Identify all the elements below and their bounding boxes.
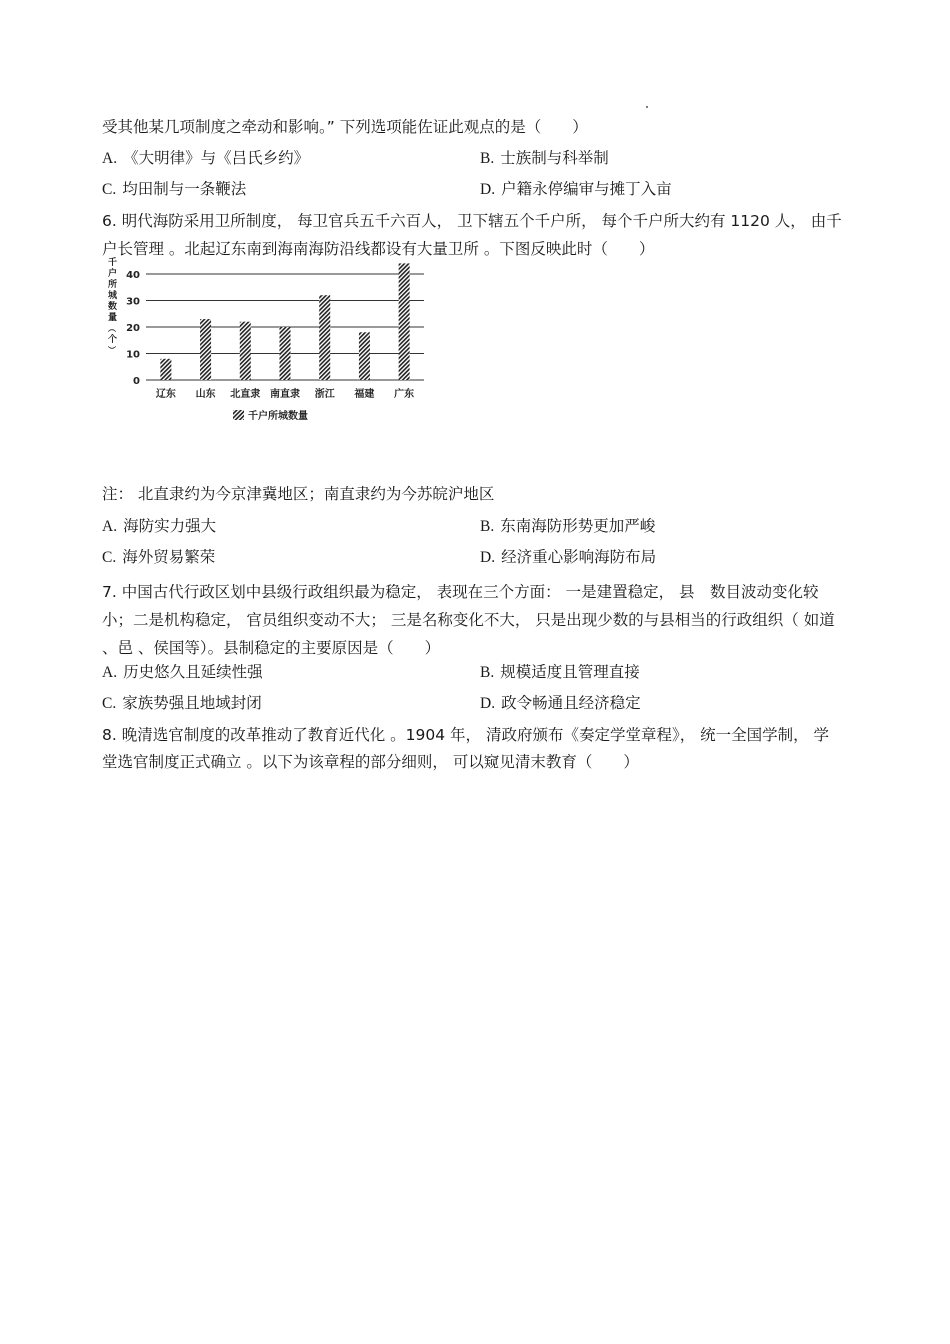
option-label: D. <box>480 181 496 198</box>
option-label: C. <box>102 181 117 198</box>
x-tick-label: 辽东 <box>155 389 176 400</box>
q6-option-d[interactable] <box>480 547 656 568</box>
option-label: D. <box>480 695 496 712</box>
y-tick-label: 20 <box>126 323 140 334</box>
x-tick-label: 南直隶 <box>270 389 300 400</box>
x-tick-label: 浙江 <box>314 389 335 400</box>
option-text: 家族势强且地域封闭 <box>122 694 262 712</box>
chart-legend: 千户所城数量 <box>248 411 308 422</box>
x-tick-label: 北直隶 <box>230 389 261 400</box>
option-text: 政令畅通且经济稳定 <box>501 694 641 712</box>
y-tick-label: 40 <box>126 270 140 281</box>
bar <box>399 263 410 380</box>
option-label: B. <box>480 518 495 535</box>
q5-text: 受其他某几项制度之牵动和影响。” 下列选项能佐证此观点的是（ ） <box>102 118 588 136</box>
option-text: 士族制与科举制 <box>500 149 609 167</box>
q8-text-line1: 8. 晚清选官制度的改革推动了教育近代化 。1904 年， 清政府颁布《奏定学堂章程》， 统一全国学制， 学 <box>102 726 830 744</box>
option-label: B. <box>480 664 495 681</box>
option-label: C. <box>102 695 117 712</box>
q5-option-c[interactable] <box>102 179 246 200</box>
option-text: 规模适度且管理直接 <box>500 663 640 681</box>
stray-dot <box>646 106 648 108</box>
q6-option-b[interactable] <box>480 516 655 537</box>
q7-text-line3: 、邑 、侯国等）。县制稳定的主要原因是（ ） <box>102 639 441 657</box>
x-tick-label: 广东 <box>394 389 415 400</box>
q7-option-b[interactable] <box>480 662 640 683</box>
q6-note: 注： 北直隶约为今京津冀地区；南直隶约为今苏皖沪地区 <box>102 485 495 503</box>
option-label: A. <box>102 664 118 681</box>
chart-y-label: 千户所城数量︵个︶ <box>108 258 118 355</box>
bar <box>359 332 370 380</box>
q7-text-line2: 小；二是机构稳定， 官员组织变动不大； 三是名称变化不大， 只是出现少数的与县相当的行政组织（ 如道 <box>102 611 835 629</box>
option-label: B. <box>480 150 495 167</box>
y-tick-label: 30 <box>126 296 140 308</box>
q7-option-c[interactable] <box>102 693 262 714</box>
q6-option-a[interactable] <box>102 516 216 537</box>
bar-chart <box>100 253 440 428</box>
q7-text-line1: 7. 中国古代行政区划中县级行政组织最为稳定， 表现在三个方面： 一是建置稳定， 县 数目波动变化较 <box>102 583 819 601</box>
chart-x-labels <box>156 387 414 400</box>
q5-option-a[interactable] <box>102 148 309 169</box>
q5-option-b[interactable] <box>480 148 609 169</box>
q7-option-a[interactable] <box>102 662 263 683</box>
x-tick-label: 福建 <box>354 389 375 400</box>
q6-text-line2: 户长管理 。北起辽东南到海南海防沿线都设有大量卫所 。下图反映此时（ ） <box>102 240 655 258</box>
q7-option-d[interactable] <box>480 693 641 714</box>
option-text: 海外贸易繁荣 <box>122 548 216 566</box>
q6-option-c[interactable] <box>102 547 215 568</box>
option-label: A. <box>102 518 118 535</box>
legend-swatch <box>233 410 244 420</box>
y-tick-label: 0 <box>133 376 140 387</box>
option-text: 均田制与一条鞭法 <box>122 180 247 198</box>
bar <box>160 359 171 380</box>
bar <box>280 327 291 380</box>
q6-text-line1: 6. 明代海防采用卫所制度， 每卫官兵五千六百人， 卫下辖五个千户所， 每个千户所大约有 1120 人， 由千 <box>102 212 842 230</box>
x-tick-label: 山东 <box>195 389 216 400</box>
bar <box>200 319 211 380</box>
bar <box>319 295 330 380</box>
option-text: 《大明律》与《吕氏乡约》 <box>123 149 310 167</box>
option-text: 历史悠久且延续性强 <box>123 663 263 681</box>
option-text: 经济重心影响海防布局 <box>501 548 657 566</box>
option-label: C. <box>102 549 117 566</box>
bar <box>240 322 251 380</box>
option-text: 海防实力强大 <box>123 517 217 535</box>
option-label: D. <box>480 549 496 566</box>
y-tick-label: 10 <box>126 349 140 361</box>
q5-option-d[interactable] <box>480 179 672 200</box>
chart-y-ticks <box>126 270 140 387</box>
q8-text-line2: 堂选官制度正式确立 。以下为该章程的部分细则， 可以窥见清末教育（ ） <box>102 753 639 771</box>
option-text: 东南海防形势更加严峻 <box>500 517 656 535</box>
option-text: 户籍永停编审与摊丁入亩 <box>501 180 672 198</box>
chart-bars <box>160 263 409 380</box>
option-label: A. <box>102 150 118 167</box>
